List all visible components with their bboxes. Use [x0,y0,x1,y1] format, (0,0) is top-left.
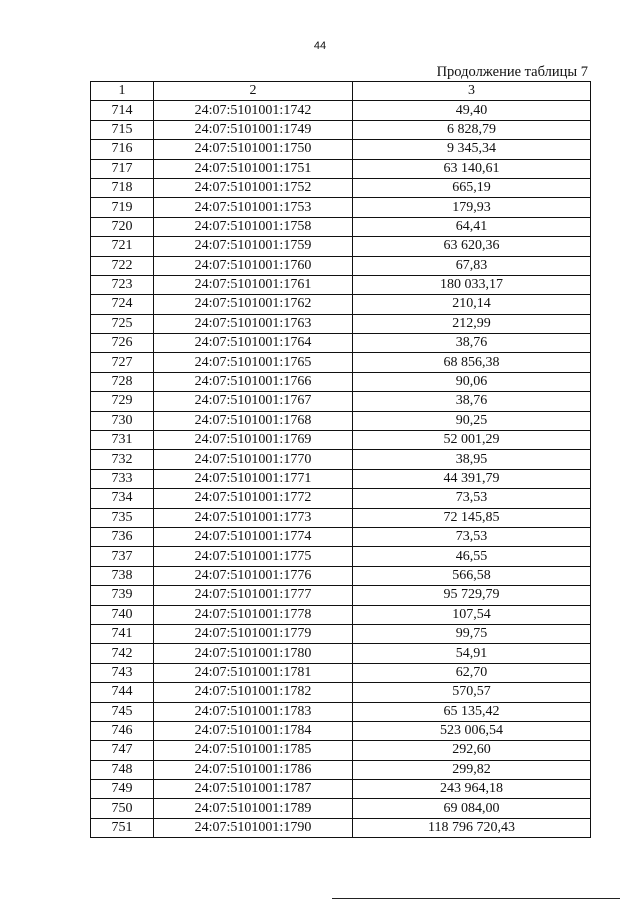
table-row [91,780,591,799]
value-cell: 64,41 [353,217,591,236]
cadastral-number-cell: 24:07:5101001:1760 [154,256,353,275]
table-row [91,411,591,430]
cadastral-number-cell: 24:07:5101001:1758 [154,217,353,236]
value-cell: 67,83 [353,256,591,275]
row-number-cell: 714 [91,101,154,120]
table-row [91,217,591,236]
value-cell: 38,76 [353,392,591,411]
table-row [91,799,591,818]
row-number-cell: 732 [91,450,154,469]
table-row [91,624,591,643]
value-cell: 90,06 [353,372,591,391]
cadastral-number-cell: 24:07:5101001:1752 [154,178,353,197]
table-row [91,120,591,139]
row-number-cell: 723 [91,275,154,294]
row-number-cell: 749 [91,780,154,799]
table-row [91,101,591,120]
table-row [91,508,591,527]
cadastral-number-cell: 24:07:5101001:1772 [154,489,353,508]
value-cell: 49,40 [353,101,591,120]
column-header-3: 3 [353,82,591,101]
table-row [91,547,591,566]
row-number-cell: 742 [91,644,154,663]
value-cell: 38,76 [353,334,591,353]
cadastral-number-cell: 24:07:5101001:1787 [154,780,353,799]
row-number-cell: 743 [91,663,154,682]
cadastral-number-cell: 24:07:5101001:1782 [154,683,353,702]
row-number-cell: 720 [91,217,154,236]
value-cell: 9 345,34 [353,140,591,159]
cadastral-number-cell: 24:07:5101001:1769 [154,431,353,450]
value-cell: 118 796 720,43 [353,818,591,837]
cadastral-number-cell: 24:07:5101001:1773 [154,508,353,527]
value-cell: 180 033,17 [353,275,591,294]
row-number-cell: 730 [91,411,154,430]
value-cell: 95 729,79 [353,586,591,605]
row-number-cell: 750 [91,799,154,818]
row-number-cell: 729 [91,392,154,411]
value-cell: 179,93 [353,198,591,217]
table-row [91,760,591,779]
cadastral-number-cell: 24:07:5101001:1753 [154,198,353,217]
value-cell: 44 391,79 [353,469,591,488]
value-cell: 523 006,54 [353,721,591,740]
page-number: 44 [313,40,327,52]
row-number-cell: 746 [91,721,154,740]
table-row [91,159,591,178]
value-cell: 6 828,79 [353,120,591,139]
value-cell: 210,14 [353,295,591,314]
row-number-cell: 741 [91,624,154,643]
value-cell: 52 001,29 [353,431,591,450]
cadastral-number-cell: 24:07:5101001:1768 [154,411,353,430]
row-number-cell: 739 [91,586,154,605]
column-header-1: 1 [91,82,154,101]
cadastral-number-cell: 24:07:5101001:1775 [154,547,353,566]
cadastral-number-cell: 24:07:5101001:1770 [154,450,353,469]
value-cell: 46,55 [353,547,591,566]
table-body [91,101,591,838]
row-number-cell: 727 [91,353,154,372]
row-number-cell: 738 [91,566,154,585]
table-row [91,818,591,837]
cadastral-number-cell: 24:07:5101001:1742 [154,101,353,120]
cadastral-number-cell: 24:07:5101001:1749 [154,120,353,139]
row-number-cell: 718 [91,178,154,197]
cadastral-number-cell: 24:07:5101001:1762 [154,295,353,314]
value-cell: 68 856,38 [353,353,591,372]
row-number-cell: 737 [91,547,154,566]
row-number-cell: 717 [91,159,154,178]
table-row [91,683,591,702]
value-cell: 73,53 [353,527,591,546]
value-cell: 570,57 [353,683,591,702]
table-row [91,314,591,333]
row-number-cell: 735 [91,508,154,527]
row-number-cell: 728 [91,372,154,391]
value-cell: 90,25 [353,411,591,430]
row-number-cell: 751 [91,818,154,837]
row-number-cell: 731 [91,431,154,450]
table-row [91,741,591,760]
cadastral-number-cell: 24:07:5101001:1774 [154,527,353,546]
row-number-cell: 725 [91,314,154,333]
row-number-cell: 748 [91,760,154,779]
table-row [91,353,591,372]
row-number-cell: 719 [91,198,154,217]
cadastral-number-cell: 24:07:5101001:1778 [154,605,353,624]
cadastral-number-cell: 24:07:5101001:1785 [154,741,353,760]
row-number-cell: 744 [91,683,154,702]
table-row [91,237,591,256]
cadastral-number-cell: 24:07:5101001:1779 [154,624,353,643]
column-header-2: 2 [154,82,353,101]
value-cell: 63 620,36 [353,237,591,256]
value-cell: 665,19 [353,178,591,197]
table-row [91,702,591,721]
value-cell: 292,60 [353,741,591,760]
value-cell: 63 140,61 [353,159,591,178]
row-number-cell: 745 [91,702,154,721]
cadastral-number-cell: 24:07:5101001:1790 [154,818,353,837]
row-number-cell: 726 [91,334,154,353]
value-cell: 69 084,00 [353,799,591,818]
value-cell: 107,54 [353,605,591,624]
value-cell: 72 145,85 [353,508,591,527]
value-cell: 566,58 [353,566,591,585]
cadastral-number-cell: 24:07:5101001:1765 [154,353,353,372]
table-row [91,644,591,663]
table-row [91,392,591,411]
cadastral-number-cell: 24:07:5101001:1776 [154,566,353,585]
table-row [91,586,591,605]
table-caption: Продолжение таблицы 7 [436,64,588,80]
table-row [91,275,591,294]
table-row [91,663,591,682]
table-row [91,334,591,353]
table-row [91,256,591,275]
cadastral-number-cell: 24:07:5101001:1789 [154,799,353,818]
table-row [91,450,591,469]
value-cell: 212,99 [353,314,591,333]
cadastral-number-cell: 24:07:5101001:1780 [154,644,353,663]
value-cell: 99,75 [353,624,591,643]
row-number-cell: 740 [91,605,154,624]
table-row [91,431,591,450]
table-row [91,527,591,546]
row-number-cell: 733 [91,469,154,488]
cadastral-number-cell: 24:07:5101001:1767 [154,392,353,411]
value-cell: 243 964,18 [353,780,591,799]
table-row [91,372,591,391]
value-cell: 65 135,42 [353,702,591,721]
row-number-cell: 734 [91,489,154,508]
table-row [91,178,591,197]
value-cell: 62,70 [353,663,591,682]
cadastral-number-cell: 24:07:5101001:1771 [154,469,353,488]
row-number-cell: 716 [91,140,154,159]
table-row [91,140,591,159]
data-table [90,81,591,838]
cadastral-number-cell: 24:07:5101001:1783 [154,702,353,721]
table-row [91,295,591,314]
cadastral-number-cell: 24:07:5101001:1784 [154,721,353,740]
row-number-cell: 724 [91,295,154,314]
cadastral-number-cell: 24:07:5101001:1766 [154,372,353,391]
value-cell: 54,91 [353,644,591,663]
row-number-cell: 722 [91,256,154,275]
table-row [91,566,591,585]
cadastral-number-cell: 24:07:5101001:1763 [154,314,353,333]
value-cell: 38,95 [353,450,591,469]
bottom-rule [332,898,620,899]
cadastral-number-cell: 24:07:5101001:1781 [154,663,353,682]
cadastral-number-cell: 24:07:5101001:1777 [154,586,353,605]
cadastral-number-cell: 24:07:5101001:1751 [154,159,353,178]
table-row [91,469,591,488]
cadastral-number-cell: 24:07:5101001:1786 [154,760,353,779]
value-cell: 73,53 [353,489,591,508]
cadastral-number-cell: 24:07:5101001:1761 [154,275,353,294]
row-number-cell: 747 [91,741,154,760]
table-row [91,721,591,740]
table-row [91,489,591,508]
cadastral-number-cell: 24:07:5101001:1759 [154,237,353,256]
cadastral-number-cell: 24:07:5101001:1764 [154,334,353,353]
table-row [91,605,591,624]
value-cell: 299,82 [353,760,591,779]
table-row [91,198,591,217]
row-number-cell: 715 [91,120,154,139]
row-number-cell: 736 [91,527,154,546]
row-number-cell: 721 [91,237,154,256]
cadastral-number-cell: 24:07:5101001:1750 [154,140,353,159]
table-header-row [91,82,591,101]
